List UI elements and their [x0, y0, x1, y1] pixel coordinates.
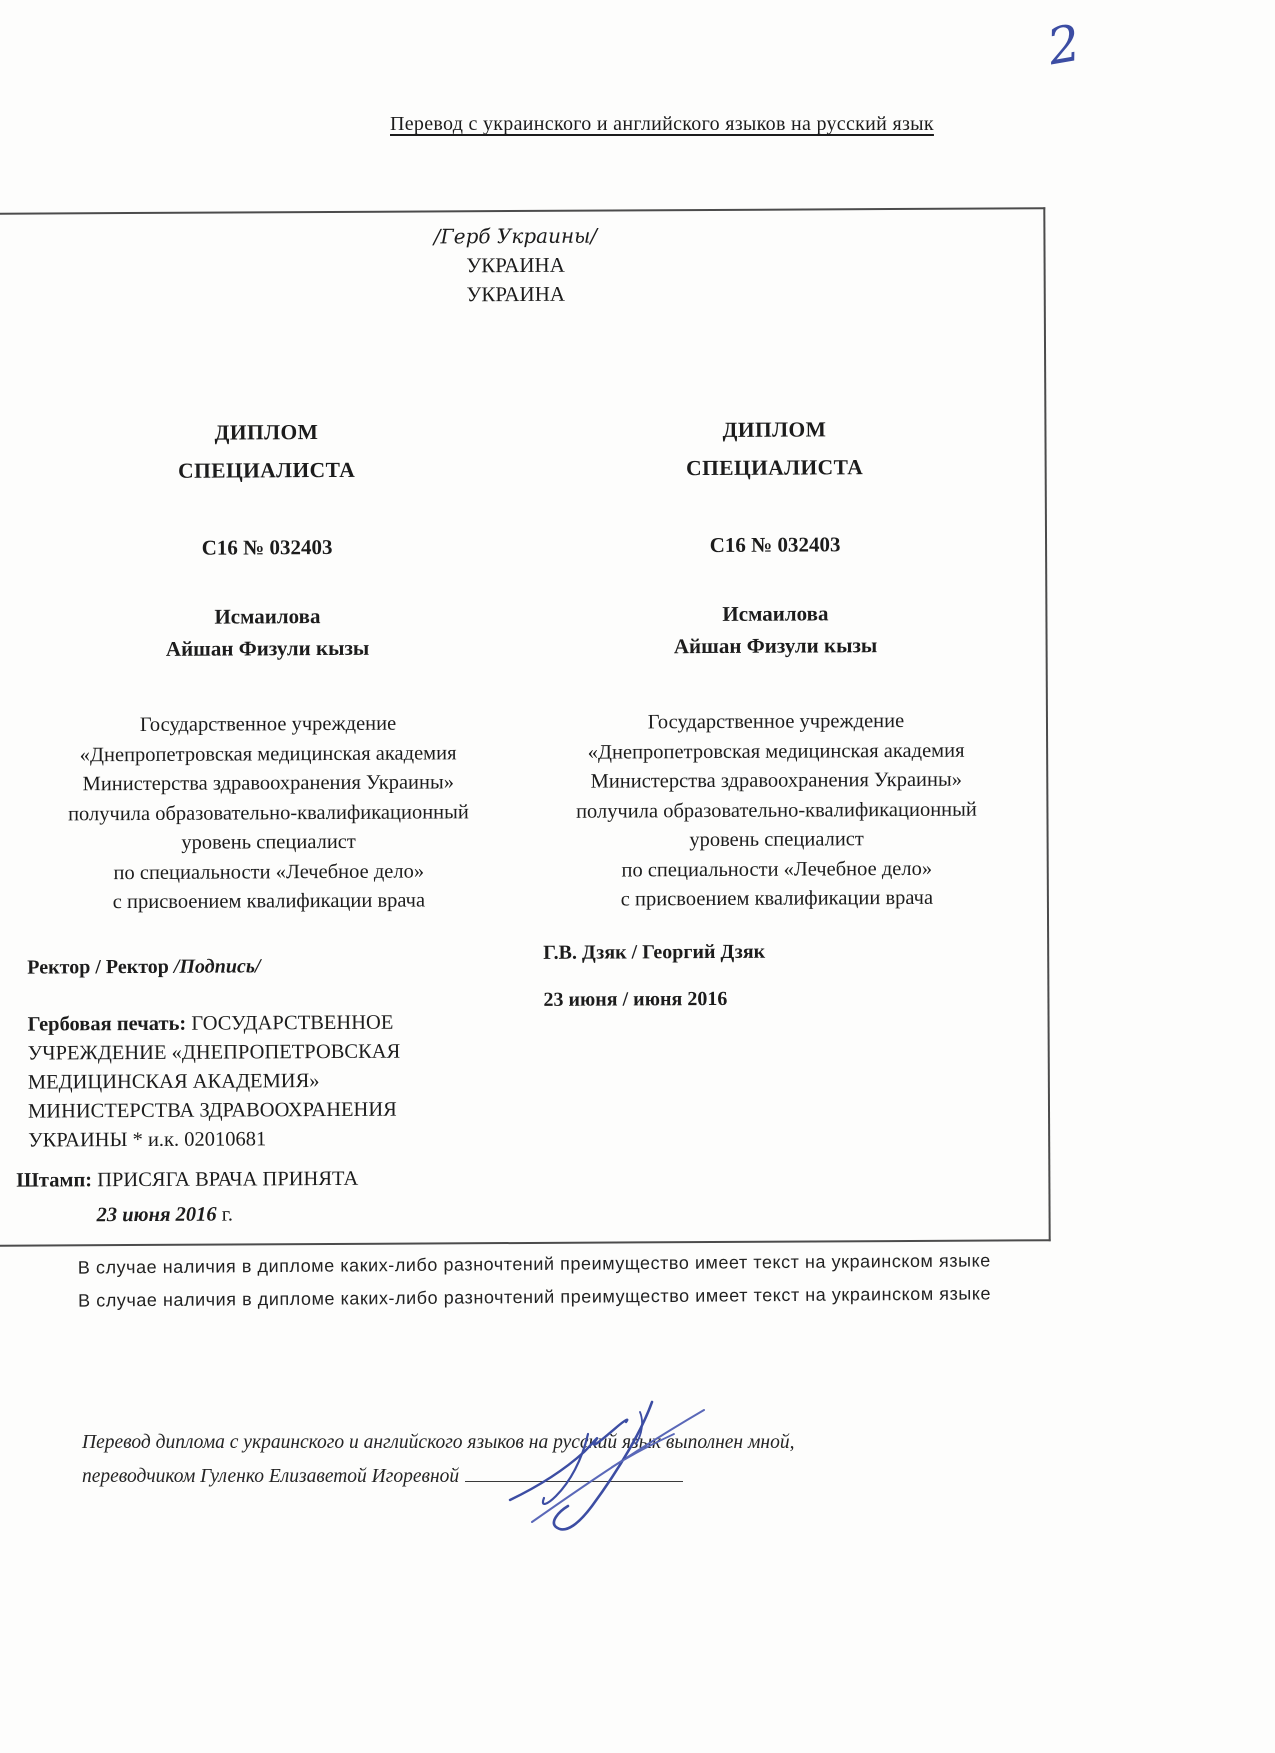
diploma-title: ДИПЛОМ СПЕЦИАЛИСТА [178, 420, 356, 483]
stamp-date-line: 23 июня 2016 г. [96, 1203, 234, 1227]
diploma-number: С16 № 032403 [709, 532, 841, 557]
rector-signature-line: Ректор / Ректор /Подпись/ [27, 954, 261, 979]
stamp-label: Штамп: [16, 1169, 93, 1192]
official-seal-text [27, 1008, 486, 1155]
diploma-title: ДИПЛОМ СПЕЦИАЛИСТА [686, 417, 864, 481]
disclaimer-line2: В случае наличия в дипломе каких-либо разночтений преимущество имеет текст на украинском языке [78, 1283, 992, 1311]
translator-signature-ink [492, 1372, 742, 1547]
diploma-body-text: Государственное учреждение «Днепропетровская медицинская академия Министерства здравоохранения Украины» получила образовательно-квалификационный уровень специалист по специальности «Лечебное дело» с присвоением квалификации врача [575, 709, 977, 911]
diploma-column-left [18, 412, 517, 1014]
handwritten-page-number: 2 [1043, 13, 1085, 77]
rector-name-line: Г.В. Дзяк / Георгий Дзяк [543, 940, 766, 964]
coat-of-arms-note: /Герб Украины/ [433, 223, 598, 249]
diploma-date-line: 23 июня / июня 2016 [543, 987, 728, 1011]
stamp-text [16, 1165, 358, 1231]
diploma-translation-box [0, 207, 1051, 1247]
signature-placeholder: /Подпись/ [173, 954, 261, 978]
translator-line2: переводчиком Гуленко Елизаветой Игоревной [82, 1460, 794, 1494]
diploma-column-right [526, 409, 1025, 1011]
graduate-name: Исмаилова Айшан Физули кызы [165, 604, 370, 661]
graduate-name: Исмаилова Айшан Физули кызы [673, 601, 878, 659]
diploma-columns [18, 409, 1025, 1014]
diploma-body-text: Государственное учреждение «Днепропетровская медицинская академия Министерства здравоохранения Украины» получила образовательно-квалификационный уровень специалист по специальности «Лечебное дело» с присвоением квалификации врача [67, 712, 469, 914]
country-name-line1: УКРАИНА [466, 252, 565, 278]
translator-line1: Перевод диплома с украинского и английского языков на русский язык выполнен мной, [82, 1432, 795, 1453]
stamp-body: ПРИСЯГА ВРАЧА ПРИНЯТА [97, 1167, 359, 1192]
disclaimer-line1: В случае наличия в дипломе каких-либо разночтений преимущество имеет текст на украинском языке [77, 1250, 991, 1278]
coat-of-arms-block [0, 219, 1044, 312]
translation-header: Перевод с украинского и английского языков на русский язык [390, 113, 934, 135]
seal-body: ГОСУДАРСТВЕННОЕ УЧРЕЖДЕНИЕ «ДНЕПРОПЕТРОВСКАЯ МЕДИЦИНСКАЯ АКАДЕМИЯ» МИНИСТЕРСТВА ЗДРАВООХРАНЕНИЯ УКРАИНЫ * и.к. 02010681 [27, 1011, 401, 1152]
stamp-line [16, 1165, 358, 1196]
discrepancy-disclaimer [78, 1244, 991, 1317]
diploma-number: С16 № 032403 [201, 534, 333, 560]
seal-label: Гербовая печать: [27, 1012, 187, 1036]
country-name-line2: УКРАИНА [466, 281, 566, 307]
